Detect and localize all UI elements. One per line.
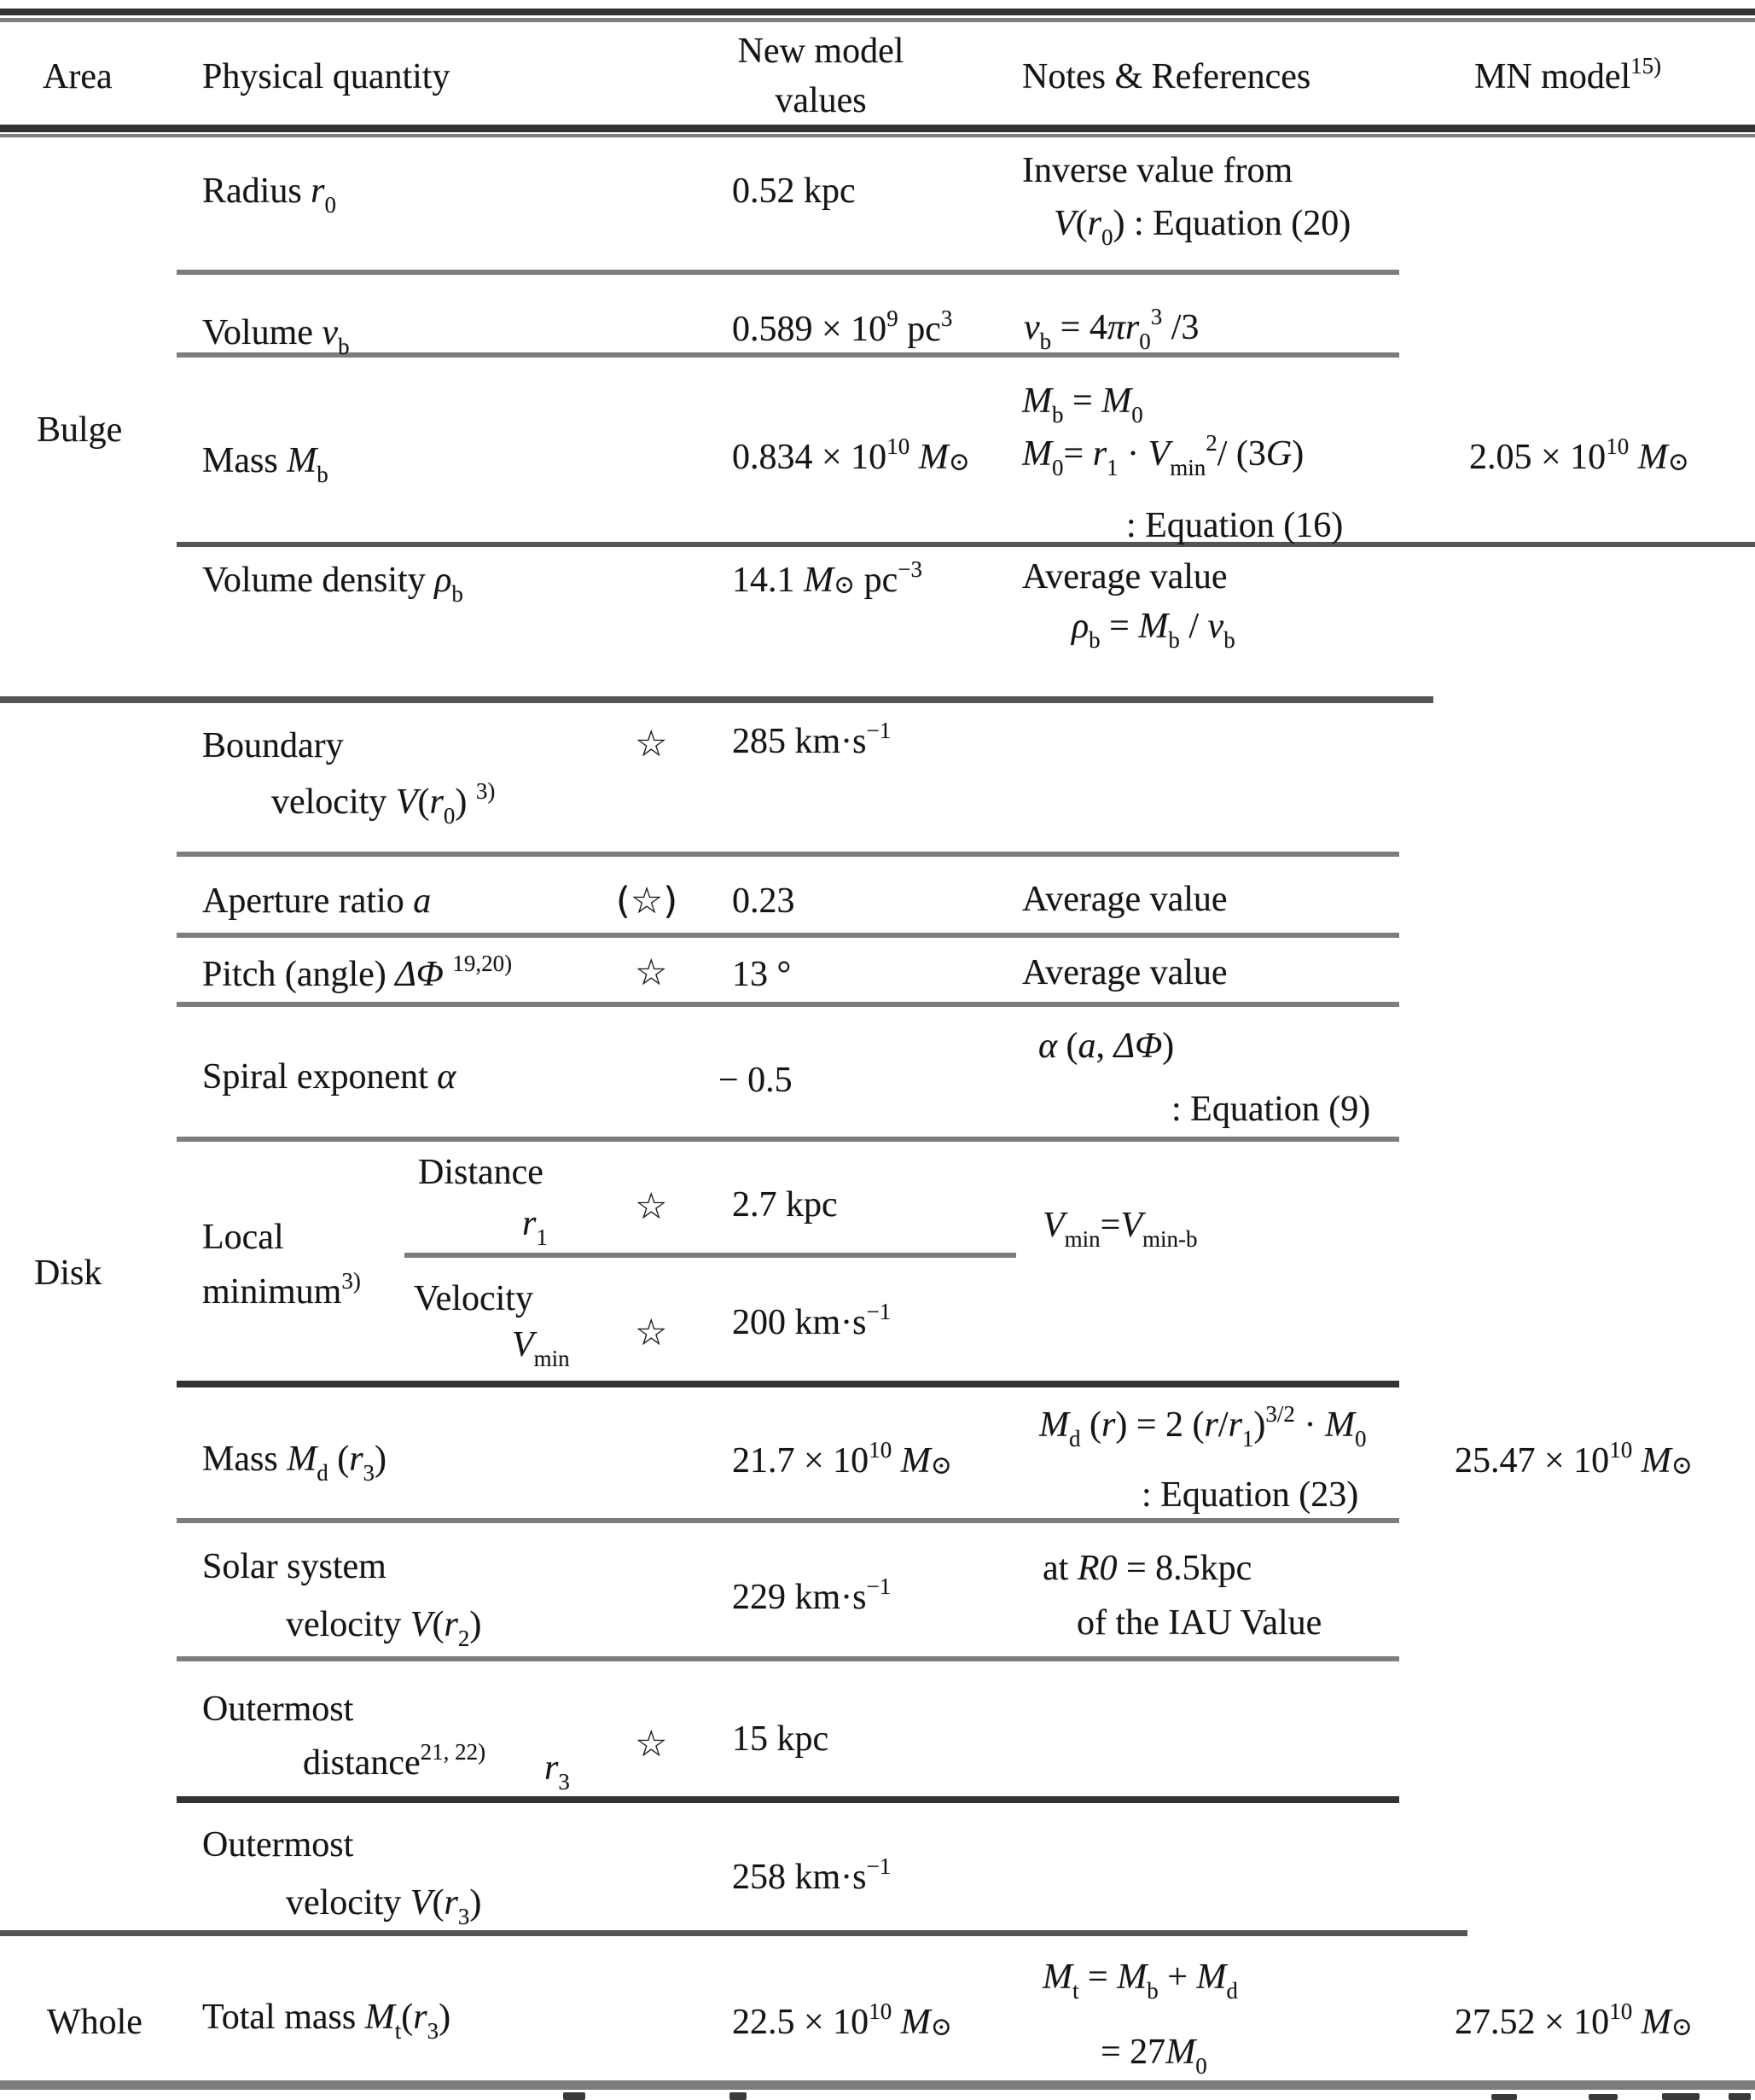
star-icon: ☆ [635, 951, 668, 994]
cell-pitch-note: Average value [1022, 953, 1228, 992]
clipped-footnote-fragment [1589, 2094, 1618, 2100]
cell-boundary-quantity-line1: Boundary [202, 726, 344, 765]
cell-boundary-quantity-line2: velocity $V(r_0)$ $^{3)}$ [271, 778, 496, 829]
cell-density-quantity: Volume density $\rho_b$ [202, 561, 463, 607]
table-top-rule [0, 9, 1755, 15]
cell-localmin-distance-symbol: $r_1$ [522, 1204, 548, 1250]
section-label-disk: Disk [34, 1254, 102, 1293]
cell-mass-note-line1: $M_b = M_0$ [1022, 381, 1143, 428]
cell-solar-note-line1: at R0 = 8.5kpc [1043, 1549, 1252, 1588]
cell-diskmass-value: $21.7 \times 10^{10}$ M⊙ [732, 1437, 952, 1480]
cell-outervel-value: 258 $km\cdot s^{-1}$ [732, 1853, 892, 1897]
cell-totalmass-quantity: Total mass $M_t(r_3)$ [202, 1998, 451, 2044]
cell-mass-note-line3: : Equation (16) [1126, 506, 1344, 545]
row-rule [177, 852, 1399, 857]
cell-spiral-note-line2: : Equation (9) [1171, 1090, 1371, 1129]
cell-pitch-value: 13 ° [732, 955, 792, 994]
header-rule-shadow [0, 134, 1755, 137]
header-rule [0, 125, 1755, 132]
cell-volume-value: $0.589 \times 10^9$ $pc^3$ [732, 305, 953, 349]
row-rule [177, 1137, 1399, 1142]
column-header-notes: Notes & References [1022, 57, 1311, 96]
cell-aperture-value: 0.23 [732, 881, 795, 921]
column-header-quantity: Physical quantity [202, 57, 450, 96]
cell-totalmass-value: $22.5 \times 10^{10}$ M⊙ [732, 1998, 952, 2042]
table-top-rule-shadow [0, 18, 1755, 22]
cell-spiral-note-line1: α (a, ΔΦ) [1038, 1027, 1175, 1066]
section-rule-bulge-disk [0, 696, 1433, 703]
row-rule [177, 1002, 1399, 1007]
row-rule [177, 1518, 1399, 1523]
column-header-new-model-line2: values [775, 81, 867, 120]
cell-diskmass-quantity: Mass $M_d$ $(r_3)$ [202, 1440, 387, 1486]
cell-radius-note-line2: $V(r_0)$ : Equation (20) [1054, 204, 1351, 250]
row-rule [177, 1796, 1399, 1803]
cell-aperture-note: Average value [1022, 880, 1228, 919]
cell-outervel-quantity-line2: velocity $V(r_3)$ [286, 1883, 482, 1929]
row-rule [177, 270, 1399, 275]
cell-radius-note-line1: Inverse value from [1022, 151, 1293, 190]
cell-totalmass-note-line1: $M_t = M_b + M_d$ [1043, 1957, 1238, 2004]
cell-solar-note-line2: of the IAU Value [1077, 1603, 1322, 1643]
cell-localmin-sublabel-velocity: Velocity [414, 1279, 533, 1318]
cell-solar-quantity-line1: Solar system [202, 1547, 386, 1586]
clipped-footnote-fragment [1662, 2093, 1700, 2100]
star-paren-icon: (☆) [616, 880, 678, 922]
cell-localmin-label-line2: minimum$^{3)}$ [202, 1268, 361, 1312]
column-header-mn-model: MN model$^{15)}$ [1474, 53, 1662, 96]
cell-localmin-velocity-symbol: $V_{min}$ [512, 1325, 570, 1371]
row-rule [177, 933, 1399, 938]
star-icon: ☆ [635, 1723, 668, 1766]
cell-boundary-value: 285 $km\cdot s^{-1}$ [732, 718, 892, 761]
clipped-footnote-fragment [1729, 2093, 1751, 2100]
cell-localmin-distance-value: 2.7 kpc [732, 1185, 838, 1225]
cell-mass-value: $0.834 \times 10^{10}$ M⊙ [732, 433, 970, 477]
column-header-new-model-line1: New model [737, 32, 904, 71]
cell-mass-note-line2: $M_0= r_1 \cdot V_{min}^2/$ (3G) [1022, 430, 1305, 480]
localmin-inner-rule [404, 1253, 1016, 1258]
cell-radius-quantity: Radius $r_0$ [202, 172, 337, 218]
cell-density-value: 14.1 M⊙ $pc^{-3}$ [732, 556, 923, 600]
cell-diskmass-note-line2: : Equation (23) [1142, 1475, 1359, 1515]
cell-outerdist-symbol: $r_3$ [544, 1748, 570, 1795]
cell-aperture-quantity: Aperture ratio a [202, 881, 432, 921]
cell-spiral-value: − 0.5 [718, 1061, 793, 1100]
cell-pitch-quantity: Pitch (angle) ΔΦ $^{19,20)}$ [202, 951, 513, 994]
row-rule [177, 1656, 1399, 1661]
clipped-footnote-fragment [729, 2092, 747, 2100]
cell-diskmass-mn-model: $25.47 \times 10^{10}$ M⊙ [1455, 1437, 1693, 1480]
cell-volume-note: $v_b = 4\pi r_0^3$ /3 [1024, 304, 1200, 354]
cell-spiral-quantity: Spiral exponent α [202, 1057, 456, 1097]
section-rule-disk-whole [0, 1930, 1467, 1936]
cell-mass-mn-model: $2.05 \times 10^{10}$ M⊙ [1469, 433, 1689, 477]
star-icon: ☆ [635, 723, 668, 765]
cell-mass-quantity: Mass $M_b$ [202, 441, 328, 487]
table-bottom-rule [0, 2080, 1755, 2090]
row-rule [177, 542, 1755, 547]
cell-radius-value: 0.52 kpc [732, 172, 856, 211]
cell-solar-quantity-line2: velocity $V(r_2)$ [286, 1605, 482, 1651]
section-label-bulge: Bulge [37, 410, 123, 450]
cell-solar-value: 229 $km\cdot s^{-1}$ [732, 1574, 892, 1617]
star-icon: ☆ [635, 1185, 668, 1228]
clipped-footnote-fragment [1491, 2094, 1517, 2100]
cell-outerdist-value: 15 kpc [732, 1719, 829, 1759]
section-label-whole: Whole [47, 2003, 142, 2042]
cell-outerdist-quantity-line1: Outermost [202, 1690, 354, 1729]
cell-outerdist-quantity-line2: distance$^{21, 22)}$ [303, 1739, 486, 1783]
cell-outervel-quantity-line1: Outermost [202, 1825, 354, 1864]
cell-density-note-line1: Average value [1022, 557, 1228, 596]
cell-totalmass-mn-model: $27.52 \times 10^{10}$ M⊙ [1455, 1998, 1693, 2042]
cell-totalmass-note-line2: = $27M_0$ [1101, 2033, 1207, 2079]
star-icon: ☆ [635, 1312, 668, 1354]
column-header-area: Area [43, 57, 113, 96]
cell-localmin-velocity-value: 200 $km\cdot s^{-1}$ [732, 1299, 892, 1342]
cell-volume-quantity: Volume $v_b$ [202, 313, 350, 359]
row-rule [177, 1381, 1399, 1387]
cell-diskmass-note-line1: $M_d$ (r) = 2 $(r/r_1)^{3/2} \cdot M_0$ [1039, 1401, 1367, 1451]
clipped-footnote-fragment [563, 2092, 585, 2100]
cell-localmin-note: $V_{min}=V_{min-b}$ [1043, 1206, 1198, 1252]
row-rule [177, 352, 1399, 358]
cell-localmin-label-line1: Local [202, 1218, 284, 1257]
cell-localmin-sublabel-distance: Distance [418, 1153, 543, 1192]
cell-density-note-line2: $\rho_b = M_b / v_b$ [1072, 607, 1235, 653]
